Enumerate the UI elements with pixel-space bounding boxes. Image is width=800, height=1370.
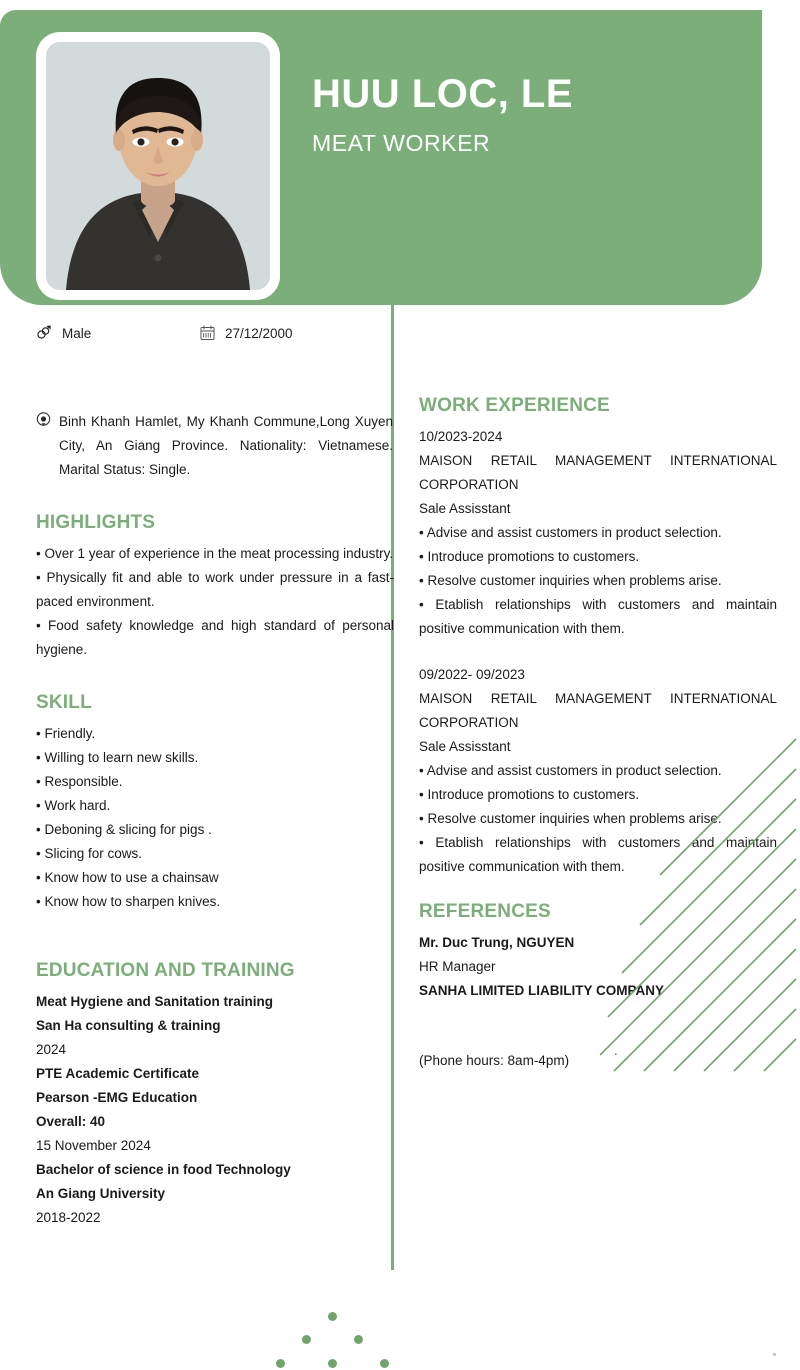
work-role: Sale Assisstant <box>419 501 511 516</box>
gender-value: Male <box>62 325 92 341</box>
gender-male-icon <box>36 325 52 341</box>
work-duty: • Etablish relationships with customers and maintain positive communication with them. <box>419 835 777 874</box>
address-block <box>36 410 394 482</box>
work-entry <box>419 425 777 641</box>
reference-company: SANHA LIMITED LIABILITY COMPANY <box>419 983 664 998</box>
location-pin-icon <box>36 410 51 482</box>
avatar-frame <box>36 32 280 300</box>
birthdate-info <box>200 325 293 341</box>
education-org: An Giang University <box>36 1186 166 1201</box>
highlights-heading: HIGHLIGHTS <box>36 512 156 533</box>
work-duty: • Etablish relationships with customers and maintain positive communication with them. <box>419 597 777 636</box>
job-title: MEAT WORKER <box>312 130 491 156</box>
skill-item: • Friendly. <box>36 726 96 741</box>
work-duty: • Resolve customer inquiries when problems arise. <box>419 573 722 588</box>
work-duty: • Advise and assist customers in product selection. <box>419 763 722 778</box>
references-heading: REFERENCES <box>419 901 551 922</box>
education-org: Pearson -EMG Education <box>36 1090 198 1105</box>
work-duty: • Resolve customer inquiries when problems arise. <box>419 811 722 826</box>
decor-dot <box>380 1359 389 1368</box>
header-banner <box>0 10 762 305</box>
skill-item: • Know how to sharpen knives. <box>36 894 221 909</box>
reference-spacer <box>419 1003 777 1049</box>
corner-speck <box>773 1353 776 1356</box>
full-name: HUU LOC, LE <box>312 72 574 116</box>
skill-heading: SKILL <box>36 692 92 713</box>
education-title: Bachelor of science in food Technology <box>36 1162 291 1177</box>
meta-row <box>36 322 394 344</box>
education-date: 2018-2022 <box>36 1210 101 1225</box>
highlight-item: • Over 1 year of experience in the meat processing industry. <box>36 546 394 561</box>
gender-info <box>36 325 200 341</box>
decor-dot <box>354 1335 363 1344</box>
decor-dot <box>302 1335 311 1344</box>
education-date: 15 November 2024 <box>36 1138 151 1153</box>
education-entry <box>36 1062 394 1158</box>
work-role: Sale Assisstant <box>419 739 511 754</box>
decor-dot <box>328 1312 337 1321</box>
education-score: Overall: 40 <box>36 1114 106 1129</box>
education-entry <box>36 990 394 1062</box>
triangle-dots-decoration <box>275 1312 390 1370</box>
education-entry <box>36 1158 394 1230</box>
reference-phone-hours: (Phone hours: 8am-4pm) <box>419 1053 570 1068</box>
highlights-section <box>36 512 394 662</box>
skill-item: • Willing to learn new skills. <box>36 750 199 765</box>
skill-item: • Work hard. <box>36 798 111 813</box>
name-block <box>312 72 742 157</box>
work-company: MAISON RETAIL MANAGEMENT INTERNATIONAL CORPORATION <box>419 691 777 730</box>
work-period: 09/2022- 09/2023 <box>419 667 525 682</box>
right-column <box>419 395 777 1073</box>
work-duty: • Advise and assist customers in product selection. <box>419 525 722 540</box>
left-column <box>36 322 394 1230</box>
highlight-item: • Food safety knowledge and high standard of personal hygiene. <box>36 618 394 657</box>
decor-dot <box>276 1359 285 1368</box>
reference-position: HR Manager <box>419 959 496 974</box>
work-duty: • Introduce promotions to customers. <box>419 549 640 564</box>
calendar-icon <box>200 325 215 341</box>
education-title: PTE Academic Certificate <box>36 1066 200 1081</box>
skill-item: • Slicing for cows. <box>36 846 143 861</box>
work-section <box>419 395 777 879</box>
work-heading: WORK EXPERIENCE <box>419 395 610 416</box>
address-text: Binh Khanh Hamlet, My Khanh Commune,Long Xuyen City, An Giang Province. Nationality: Vietnamese. Marital Status: Single. <box>59 414 393 477</box>
education-org: San Ha consulting & training <box>36 1018 221 1033</box>
education-heading: EDUCATION AND TRAINING <box>36 960 295 981</box>
skill-item: • Know how to use a chainsaw <box>36 870 219 885</box>
references-section <box>419 901 777 1073</box>
education-date: 2024 <box>36 1042 67 1057</box>
skill-list <box>36 722 394 914</box>
skill-section <box>36 692 394 914</box>
avatar <box>46 42 270 290</box>
skill-item: • Deboning & slicing for pigs . <box>36 822 212 837</box>
work-entry <box>419 663 777 879</box>
decor-dot <box>328 1359 337 1368</box>
skill-item: • Responsible. <box>36 774 123 789</box>
highlight-item: • Physically fit and able to work under pressure in a fast-paced environment. <box>36 570 394 609</box>
work-period: 10/2023-2024 <box>419 429 503 444</box>
work-duty: • Introduce promotions to customers. <box>419 787 640 802</box>
education-section <box>36 960 394 1230</box>
portrait-photo-icon <box>46 42 270 290</box>
birthdate-value: 27/12/2000 <box>225 325 293 341</box>
reference-name: Mr. Duc Trung, NGUYEN <box>419 935 575 950</box>
work-company: MAISON RETAIL MANAGEMENT INTERNATIONAL CORPORATION <box>419 453 777 492</box>
stray-period-mark: . <box>614 1043 618 1058</box>
education-title: Meat Hygiene and Sanitation training <box>36 994 274 1009</box>
